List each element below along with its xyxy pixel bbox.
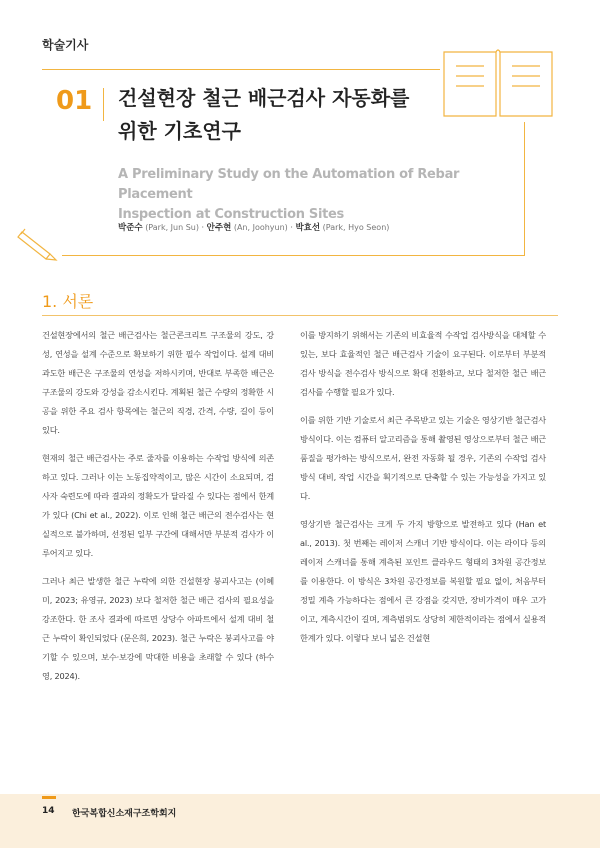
section-rule [42,315,558,316]
paragraph: 이를 방지하기 위해서는 기존의 비효율적 수작업 검사방식을 대체할 수 있는, 보다 효율적인 철근 배근검사 기술이 요구된다. 이로부터 부분적 검사 방식을 전수검사 방식으로 확대 전환하고, 보다 철저한 철근 배근검사를 수행할 필요가 있다. [300,330,546,397]
author-separator: · [201,223,205,232]
book-icon [440,46,556,122]
article-number: 01 [56,86,93,116]
article-title-en [118,165,518,225]
paragraph: 그러나 최근 발생한 철근 누락에 의한 건설현장 붕괴사고는 (이혜미, 2023; 유영규, 2023) 보다 철저한 철근 배근 검사의 필요성을 강조한다. 한 조사 결과에 따르면 상당수 아파트에서 설계 대비 철근 누락이 확인되었다 (문은희, 2023). 철근 누락은 붕괴사고를 야기할 수 있으며, 보수·보강에 막대한 비용을 초래할 수 있다 (하수영, 2024). [42,576,274,681]
body-column-left [42,326,274,695]
title-ko-line-1: 건설현장 철근 배근검사 자동화를 [118,86,410,110]
title-en-line-2: Inspection at Construction Sites [118,207,344,222]
title-ko-line-2: 위한 기초연구 [118,119,241,143]
author-name-en: (Park, Hyo Seon) [322,223,390,232]
author-list [118,221,518,233]
author-separator: · [290,223,293,232]
author-name: 박준수 [118,223,143,233]
article-title-ko [118,82,438,148]
journal-name: 한국복합신소재구조학회지 [72,809,177,819]
paragraph: 현재의 철근 배근검사는 주로 줄자를 이용하는 수작업 방식에 의존하고 있다. 그러나 이는 노동집약적이고, 많은 시간이 소요되며, 검사자 숙련도에 따라 결과의 정확도가 달라질 수 있다는 점에서 한계가 있다 (Chi et al., 2022). 이로 인해 철근 배근의 전수검사는 현실적으로 불가하며, 선정된 일부 구간에 대해서만 부분적 검사가 이루어지고 있다. [42,453,274,558]
paragraph: 영상기반 철근검사는 크게 두 가지 방향으로 발전하고 있다 (Han et al., 2013). 첫 번째는 레이저 스캐너 기반 방식이다. 이는 라이다 등의 레이저 스캐너를 통해 계측된 포인트 클라우드 형태의 3차원 공간정보를 이용한다. 이 방식은 3차원 공간정보를 복원할 필요 없이, 처음부터 정밀 계측 가능하다는 점에서 큰 강점을 갖지만, 장비가격이 매우 고가이고, 계측시간이 길며, 계측범위도 상당히 제한적이라는 점에서 실용적 한계가 있다. 이렇다 보니 넓은 건설현 [300,519,546,643]
footer-band [0,794,600,848]
number-divider [103,88,104,121]
author-name: 안주현 [206,223,232,233]
pencil-icon [16,224,62,264]
footer-accent [42,796,56,799]
paragraph: 이를 위한 기반 기술로서 최근 주목받고 있는 기술은 영상기반 철근검사 방식이다. 이는 컴퓨터 알고리즘을 통해 촬영된 영상으로부터 철근 배근 품질을 평가하는 방식으로서, 완전 자동화 될 경우, 기존의 수작업 검사 방식 대비, 작업 시간을 획기적으로 단축할 수 있는 가능성을 가지고 있다. [300,415,546,501]
body-column-right [300,326,546,657]
paragraph: 건설현장에서의 철근 배근검사는 철근콘크리트 구조물의 강도, 강성, 연성을 설계 수준으로 확보하기 위한 필수 작업이다. 설계 대비 과도한 배근은 구조물의 연성을 저하시키며, 반대로 부족한 배근은 구조물의 강도와 강성을 감소시킨다. 계획된 철근 수량의 정확한 시공을 위한 주요 검사 항목에는 철근의 직경, 간격, 수량, 길이 등이 있다. [42,330,274,435]
author-name-en: (An, Joohyun) [233,223,288,232]
page-number: 14 [42,806,55,816]
title-en-line-1: A Preliminary Study on the Automation of Rebar Placement [118,167,460,202]
section-tag: 학술기사 [42,38,89,52]
author-name-en: (Park, Jun Su) [145,223,199,232]
author-name: 박효선 [295,223,321,233]
section-heading: 1. 서론 [42,292,94,311]
